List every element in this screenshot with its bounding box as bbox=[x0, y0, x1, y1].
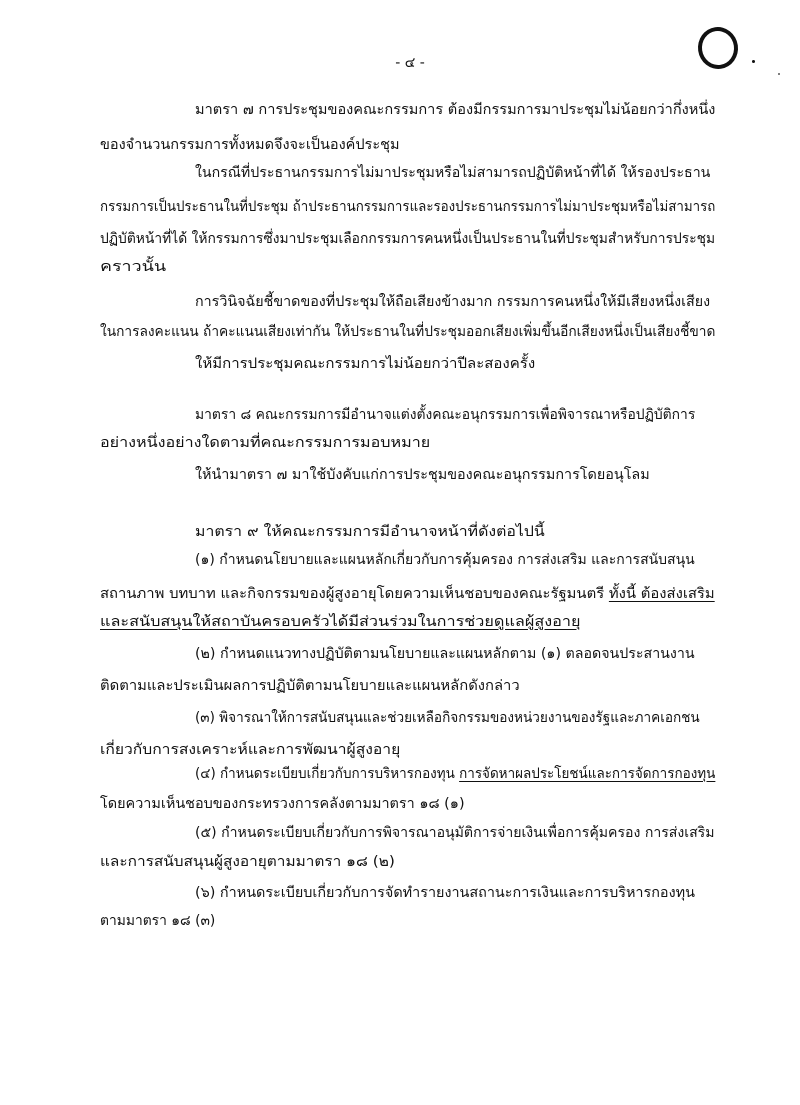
line-text: (๖) กำหนดระเบียบเกี่ยวกับการจัดทำรายงานสถานะการเงินและการบริหารกองทุน bbox=[195, 885, 695, 901]
text-line bbox=[100, 794, 465, 814]
line-text: ของจำนวนกรรมการทั้งหมดจึงจะเป็นองค์ประชุม bbox=[100, 137, 400, 153]
line-text: มาตรา ๙ ให้คณะกรรมการมีอำนาจหน้าที่ดังต่อไปนี้ bbox=[195, 524, 545, 540]
line-text: สถานภาพ บทบาท และกิจกรรมของผู้สูงอายุโดยความเห็นชอบของคณะรัฐมนตรี bbox=[100, 586, 609, 602]
underlined-text: ทั้งนี้ ต้องส่งเสริม bbox=[608, 586, 715, 602]
text-line bbox=[195, 465, 650, 485]
text-line bbox=[195, 883, 695, 903]
underlined-text: การจัดหาผลประโยชน์และการจัดการกองทุน bbox=[459, 766, 716, 782]
text-line bbox=[100, 852, 395, 872]
line-text: การวินิจฉัยชี้ขาดของที่ประชุมให้ถือเสียงข้างมาก กรรมการคนหนึ่งให้มีเสียงหนึ่งเสียง bbox=[195, 294, 711, 310]
text-line bbox=[100, 584, 715, 604]
text-line bbox=[100, 229, 715, 249]
line-text: (๔) กำหนดระเบียบเกี่ยวกับการบริหารกองทุน bbox=[195, 766, 460, 782]
text-line bbox=[100, 676, 520, 696]
text-line bbox=[195, 764, 715, 784]
line-text: มาตรา ๘ คณะกรรมการมีอำนาจแต่งตั้งคณะอนุกรรมการเพื่อพิจารณาหรือปฏิบัติการ bbox=[195, 407, 696, 423]
text-line bbox=[195, 163, 710, 183]
line-text: ในการลงคะแนน ถ้าคะแนนเสียงเท่ากัน ให้ประธานในที่ประชุมออกเสียงเพิ่มขึ้นอีกเสียงหนึ่งเป็นเสียงชี้ขาด bbox=[100, 324, 716, 340]
text-line bbox=[100, 740, 400, 760]
text-line bbox=[195, 100, 715, 120]
line-text: อย่างหนึ่งอย่างใดตามที่คณะกรรมการมอบหมาย bbox=[100, 435, 431, 451]
line-text: ให้มีการประชุมคณะกรรมการไม่น้อยกว่าปีละสองครั้ง bbox=[195, 356, 536, 372]
text-line bbox=[100, 257, 166, 277]
line-text: คราวนั้น bbox=[100, 259, 167, 275]
text-line bbox=[195, 292, 710, 312]
line-text: (๑) กำหนดนโยบายและแผนหลักเกี่ยวกับการคุ้มครอง การส่งเสริม และการสนับสนุน bbox=[195, 552, 695, 568]
text-line bbox=[100, 322, 715, 342]
underlined-text: และสนับสนุนให้สถาบันครอบครัวได้มีส่วนร่วมในการช่วยดูแลผู้สูงอายุ bbox=[100, 614, 581, 630]
line-text: ติดตามและประเมินผลการปฏิบัติตามนโยบายและแผนหลักดังกล่าว bbox=[100, 678, 520, 694]
line-text: (๒) กำหนดแนวทางปฏิบัติตามนโยบายและแผนหลักตาม (๑) ตลอดจนประสานงาน bbox=[195, 646, 695, 662]
line-text: ให้นำมาตรา ๗ มาใช้บังคับแก่การประชุมของคณะอนุกรรมการโดยอนุโลม bbox=[195, 467, 650, 483]
line-text: (๕) กำหนดระเบียบเกี่ยวกับการพิจารณาอนุมัติการจ่ายเงินเพื่อการคุ้มครอง การส่งเสริม bbox=[195, 825, 715, 841]
text-line bbox=[195, 823, 715, 843]
text-line bbox=[195, 708, 700, 728]
line-text: (๓) พิจารณาให้การสนับสนุนและช่วยเหลือกิจกรรมของหน่วยงานของรัฐและภาคเอกชน bbox=[195, 710, 700, 726]
text-line bbox=[100, 433, 430, 453]
text-line bbox=[100, 135, 400, 155]
text-line bbox=[100, 612, 581, 632]
text-line bbox=[100, 197, 715, 217]
text-line bbox=[100, 911, 215, 931]
line-text: ปฏิบัติหน้าที่ได้ ให้กรรมการซึ่งมาประชุมเลือกกรรมการคนหนึ่งเป็นประธานในที่ประชุมสำหรับการประชุม bbox=[100, 231, 716, 247]
line-text: กรรมการเป็นประธานในที่ประชุม ถ้าประธานกรรมการและรองประธานกรรมการไม่มาประชุมหรือไม่สามารถ bbox=[100, 199, 716, 215]
line-text: โดยความเห็นชอบของกระทรวงการคลังตามมาตรา ๑๘ (๑) bbox=[100, 796, 465, 812]
line-text: และการสนับสนุนผู้สูงอายุตามมาตรา ๑๘ (๒) bbox=[100, 854, 395, 870]
line-text: ในกรณีที่ประธานกรรมการไม่มาประชุมหรือไม่สามารถปฏิบัติหน้าที่ได้ ให้รองประธาน bbox=[195, 165, 711, 181]
line-text: เกี่ยวกับการสงเคราะห์และการพัฒนาผู้สูงอายุ bbox=[100, 742, 401, 758]
line-text: ตามมาตรา ๑๘ (๓) bbox=[100, 913, 216, 929]
text-line bbox=[195, 644, 695, 664]
page-number: - ๔ - bbox=[395, 55, 425, 71]
text-line bbox=[195, 405, 695, 425]
line-text: มาตรา ๗ การประชุมของคณะกรรมการ ต้องมีกรรมการมาประชุมไม่น้อยกว่ากึ่งหนึ่ง bbox=[195, 102, 716, 118]
text-line bbox=[195, 522, 545, 542]
text-line bbox=[195, 550, 695, 570]
text-line bbox=[195, 354, 535, 374]
